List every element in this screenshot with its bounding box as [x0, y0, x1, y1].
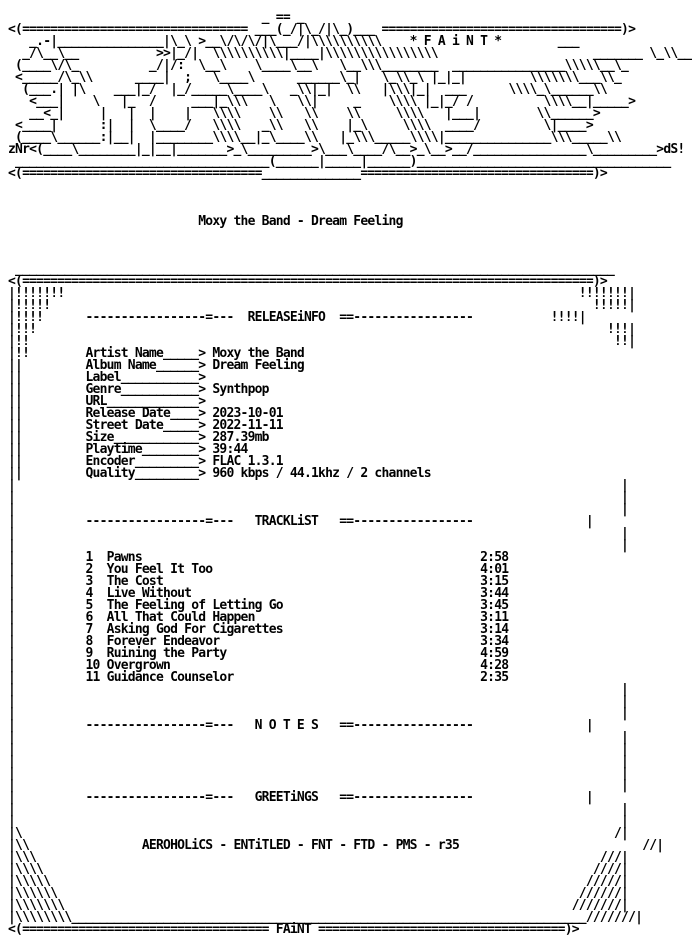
frame-row: ||	[8, 358, 86, 373]
greetings-text: AEROHOLiCS - ENTiTLED - FNT - FTD - PMS - r35	[141, 838, 459, 853]
frame-top: _____________________________________________________________________________________ <(=================================================================================)> |!!!!!!! !!!!!!!| |!!!!! !!!!!| |!!!! -----------------=--- RELEASEiNFO ==----------------- !!!!| |!!! !!!| |!! !!| |!!	[8, 262, 636, 361]
frame-row: | | | | | | | -----------------=--- TRACKLiST ==----------------- | | | | |	[8, 478, 629, 553]
greetings-heading: GREETiNGS	[254, 790, 319, 805]
release-title: Moxy the Band - Dream Feeling	[198, 214, 403, 229]
faint-ascii-logo: _ == _ <(================================ ___(_/|\_/|\_)___ ==================================)> _.-|_______________|\_\ >__\/\/\/|\___/|\\\\\\\\\\ * F A i N T * ___ _/\__\__ >>|_/| \\\\\\\\\\|____|\\\\\\\\\\\\\\\\ _______ \_\\__ (____\/\_ _/|/: \__\ \____\__\ \__\\\________ ________________\\\\\__\_ <_____/\_\\ ____| ; \____\ ______\_| \_\\_\ |_|_| \\\\\\\___\\_ (___.| |\ ___|_/ |_/_____\____\ _\\|_| \\ |\\\|_| ___ \\\\_\______\\ <___| \ |_ / ___|_\\\ \ \\| _ \\\\ |_|_/ / \\\\__|_____> __<_| | | | | \\\\ \\ \\ \\ \\\\ |___| \\______> <____| :| | \____/ \\\\ _\\ \\ |_\ \\\\ ____/ \|____> (____\______:|__| |________\\\\__|_\____\\ |_\\\_____\\\\|_______________\\\_____\\ zNr<(____\________|_|__|_______>_\_________>\___\____/\__>_\__>__/________________\_________>dS! ____________________________________(______|_____|______)____________________________________ <(==================================______________=================================)>	[8, 10, 692, 181]
track-row: | 5 The Feeling of Letting Go 3:45	[8, 598, 509, 613]
track-row: | 7 Asking God For Cigarettes 3:14	[8, 622, 509, 637]
field-size: Size____________> 287.39mb	[85, 430, 269, 445]
field-release-date: Release Date____> 2023-10-01	[85, 406, 283, 421]
field-playtime: Playtime________> 39:44	[85, 442, 248, 457]
frame-row: ||	[8, 418, 86, 433]
logo-text: * F A i N T *	[409, 34, 502, 49]
frame-row: ||	[8, 382, 86, 397]
track-row: | 8 Forever Endeavor 3:34	[8, 634, 509, 649]
track-row: | 6 All That Could Happen 3:11	[8, 610, 509, 625]
frame-row: ||	[8, 370, 86, 385]
frame-row: ||	[8, 406, 86, 421]
field-encoder: Encoder_________> FLAC 1.3.1	[85, 454, 283, 469]
frame-row: ||	[8, 454, 86, 469]
field-label: Label___________>	[85, 370, 213, 385]
nfo-document	[8, 12, 692, 936]
tracklist-heading: TRACKLiST	[254, 514, 319, 529]
field-street-date: Street Date_____> 2022-11-11	[85, 418, 283, 433]
footer-text: FAiNT	[275, 922, 312, 937]
track-row: | 9 Ruining the Party 4:59	[8, 646, 509, 661]
side-tag-right: dS!	[663, 142, 685, 157]
frame-row: ||	[8, 466, 86, 481]
frame-row: ||	[8, 394, 86, 409]
field-album: Album Name______> Dream Feeling	[85, 358, 304, 373]
notes-heading: N O T E S	[254, 718, 319, 733]
track-row: | 3 The Cost 3:15	[8, 574, 509, 589]
releaseinfo-heading: RELEASEiNFO	[247, 310, 326, 325]
field-url: URL_____________>	[85, 394, 213, 409]
track-row: | 1 Pawns 2:58	[8, 550, 509, 565]
side-tag-left: zNr	[8, 142, 30, 157]
field-quality: Quality_________> 960 kbps / 44.1khz / 2 channels	[85, 466, 431, 481]
field-genre: Genre___________> Synthpop	[85, 382, 269, 397]
frame-row: ||	[8, 442, 86, 457]
field-artist: Artist Name_____> Moxy the Band	[85, 346, 304, 361]
track-row: | 11 Guidance Counselor 2:35	[8, 670, 509, 685]
track-row: | 4 Live Without 3:44	[8, 586, 509, 601]
track-row: | 10 Overgrown 4:28	[8, 658, 509, 673]
track-row: | 2 You Feel It Too 4:01	[8, 562, 509, 577]
frame-row: | | | | | | | -----------------=--- N O T E S ==----------------- | | | | | | | | | | | | -----------------=--- GREETiNGS ==----------------- | | | | | |\ /| |\\ AEROHOLiCS - ENTiTLED - FNT - FTD - PMS - r35 //| |\\\ ///| |\\\\ ////| |\\\\\ /////| |\\\\\\ //////| |\\\\\\\ ///////| |\\\\\\\\_________________________________________________________________________///////| <(=================================== FAiNT ===================================)>	[8, 682, 664, 937]
frame-row: ||	[8, 430, 86, 445]
